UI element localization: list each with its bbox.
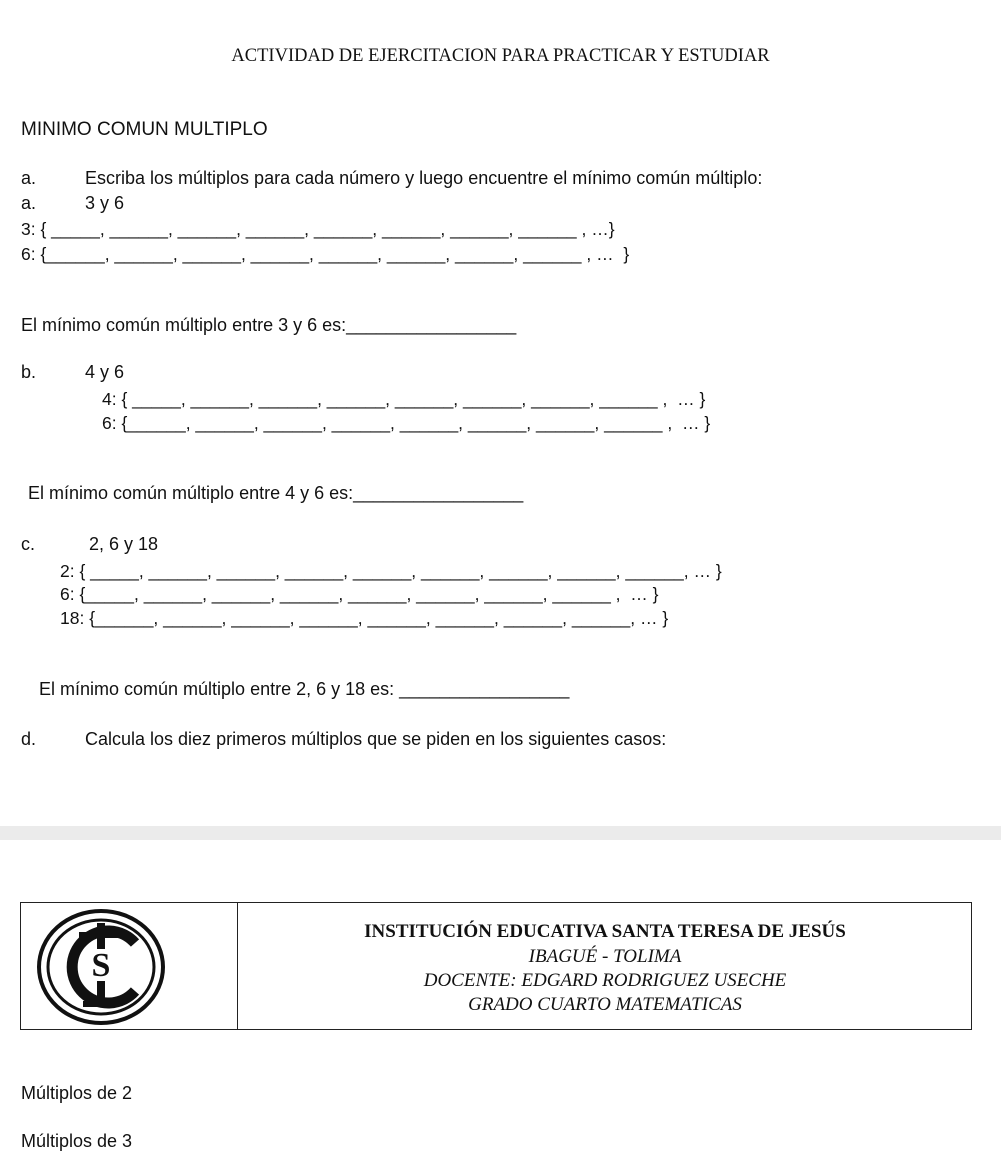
teacher-name: DOCENTE: EDGARD RODRIGUEZ USECHE <box>423 970 787 991</box>
exercise-a-row-3 <box>21 219 615 240</box>
exercise-b-row-6 <box>102 413 710 434</box>
exercise-d-marker: d. <box>21 729 37 749</box>
blank-line-text: 6: {______, ______, ______, ______, ______, ______, ______, ______ , … } <box>102 413 711 433</box>
school-logo-icon <box>35 907 167 1025</box>
institution-name: INSTITUCIÓN EDUCATIVA SANTA TERESA DE JESÚS <box>364 921 846 942</box>
logo-letter: S <box>91 947 111 984</box>
exercise-b-answer: El mínimo común múltiplo entre 4 y 6 es:_________________ <box>28 483 524 503</box>
blank-line-text: 18: {______, ______, ______, ______, ______, ______, ______, ______, … } <box>60 608 669 628</box>
page-separator <box>0 826 1001 840</box>
exercise-c-marker: c. <box>21 534 36 554</box>
instruction-text: Escriba los múltiplos para cada número y luego encuentre el mínimo común múltiplo: <box>85 168 763 188</box>
institution-city: IBAGUÉ - TOLIMA <box>528 946 682 967</box>
exercise-a-answer: El mínimo común múltiplo entre 3 y 6 es:_________________ <box>21 315 517 335</box>
blank-line-text: 4: { _____, ______, ______, ______, ______, ______, ______, ______ , … } <box>102 389 706 409</box>
institution-header <box>20 902 972 1030</box>
blank-line-text: 6: {______, ______, ______, ______, ______, ______, ______, ______ , … } <box>21 244 630 264</box>
instruction-marker: a. <box>21 168 37 188</box>
blank-line-text: 2: { _____, ______, ______, ______, ______, ______, ______, ______, ______, … } <box>60 561 722 581</box>
exercise-c-numbers: 2, 6 y 18 <box>89 534 159 554</box>
blank-line-text: 6: {_____, ______, ______, ______, ______, ______, ______, ______ , … } <box>60 584 659 604</box>
exercise-a-marker: a. <box>21 193 37 213</box>
blank-line-text: 3: { _____, ______, ______, ______, ______, ______, ______, ______ , …} <box>21 219 615 239</box>
page-title: ACTIVIDAD DE EJERCITACION PARA PRACTICAR Y ESTUDIAR <box>231 46 770 66</box>
exercise-a-numbers: 3 y 6 <box>85 193 125 213</box>
exercise-b-numbers: 4 y 6 <box>85 362 125 382</box>
multiples-of-3-heading: Múltiplos de 3 <box>21 1131 133 1151</box>
logo-cell <box>21 903 238 1029</box>
exercise-d-text: Calcula los diez primeros múltiplos que se piden en los siguientes casos: <box>85 729 667 749</box>
institution-info <box>238 903 972 1029</box>
exercise-c-row-18 <box>60 608 668 629</box>
exercise-b-row-4 <box>102 389 705 410</box>
exercise-a-row-6 <box>21 244 629 265</box>
grade-subject: GRADO CUARTO MATEMATICAS <box>468 994 742 1015</box>
exercise-b-marker: b. <box>21 362 37 382</box>
topic-heading: MINIMO COMUN MULTIPLO <box>21 119 268 140</box>
exercise-c-answer: El mínimo común múltiplo entre 2, 6 y 18 es: _________________ <box>39 679 570 699</box>
exercise-c-row-2 <box>60 561 722 582</box>
multiples-of-2-heading: Múltiplos de 2 <box>21 1083 133 1103</box>
exercise-c-row-6 <box>60 584 658 605</box>
